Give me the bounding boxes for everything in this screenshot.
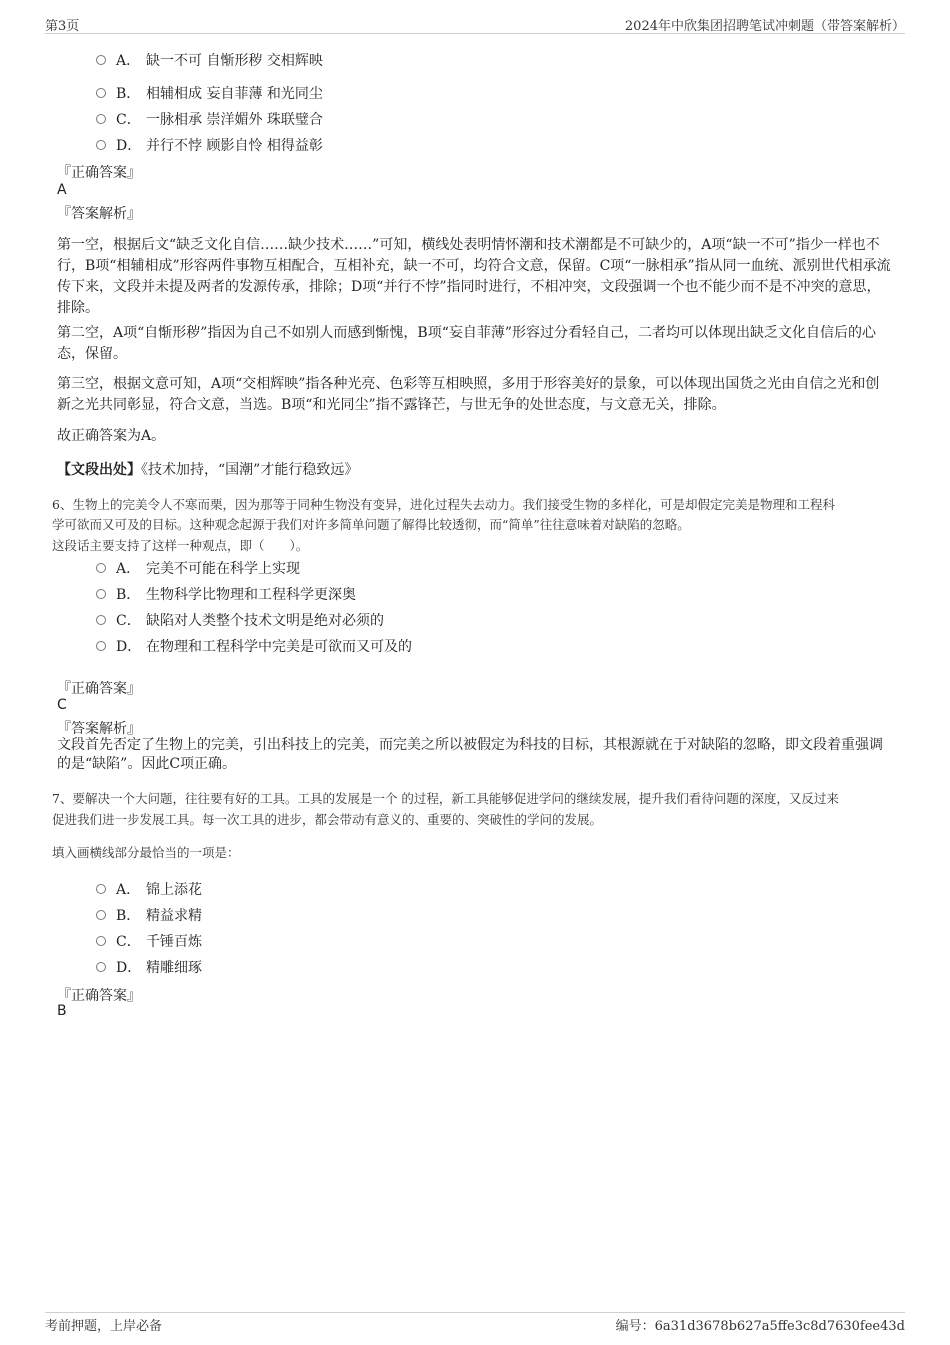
document-title: 2024年中欣集团招聘笔试冲刺题（带答案解析） bbox=[624, 19, 905, 34]
q7-stem-line-1: 7、要解决一个大问题，往往要有好的工具。工具的发展是一个 的过程，新工具能够促进学问的继续发展，提升我们看待问题的深度，又反过来 bbox=[52, 791, 839, 806]
radio-icon[interactable] bbox=[96, 55, 106, 65]
q5-option-d[interactable]: D． 并行不悖 顾影自怜 相得益彰 bbox=[96, 135, 323, 155]
q6-option-c[interactable]: C． 缺陷对人类整个技术文明是绝对必须的 bbox=[96, 610, 384, 630]
q6-option-d[interactable]: D． 在物理和工程科学中完美是可欲而又可及的 bbox=[96, 636, 412, 656]
q7-stem-line-2: 促进我们进一步发展工具。每一次工具的进步，都会带动有意义的、重要的、突破性的学问的发展。 bbox=[52, 812, 603, 827]
q6-stem-line-3: 这段话主要支持了这样一种观点，即（ ）。 bbox=[52, 538, 309, 553]
page-number: 第3页 bbox=[45, 19, 80, 34]
radio-icon[interactable] bbox=[96, 114, 106, 124]
q6-stem-line-1: 6、生物上的完美令人不寒而栗，因为那等于同种生物没有变异，进化过程失去动力。我们接受生物的多样化，可是却假定完美是物理和工程科 bbox=[52, 497, 835, 512]
radio-icon[interactable] bbox=[96, 589, 106, 599]
source-label: 【文段出处】 bbox=[57, 462, 141, 478]
q5-analysis-paragraph-2: 第二空，A项“自惭形秽”指因为自己不如别人而感到惭愧，B项“妄自菲薄”形容过分看轻自己，二者均可以体现出缺乏文化自信后的心态，保留。 bbox=[57, 325, 877, 362]
q5-option-a[interactable]: A． 缺一不可 自惭形秽 交相辉映 bbox=[96, 50, 323, 70]
q5-answer: A bbox=[57, 182, 67, 198]
radio-icon[interactable] bbox=[96, 884, 106, 894]
radio-icon[interactable] bbox=[96, 563, 106, 573]
q7-option-b[interactable]: B． 精益求精 bbox=[96, 905, 202, 925]
radio-icon[interactable] bbox=[96, 140, 106, 150]
q7-prompt: 填入画横线部分最恰当的一项是： bbox=[52, 845, 240, 860]
q6-answer-label: 『正确答案』 bbox=[57, 681, 141, 697]
q7-option-d[interactable]: D． 精雕细琢 bbox=[96, 957, 202, 977]
q6-answer: C bbox=[57, 697, 67, 713]
q6-option-a[interactable]: A． 完美不可能在科学上实现 bbox=[96, 558, 300, 578]
page-header bbox=[45, 15, 905, 34]
q5-conclusion: 故正确答案为A。 bbox=[57, 428, 166, 444]
document-id: 编号：6a31d3678b627a5ffe3c8d7630fee43d bbox=[615, 1319, 905, 1334]
q5-option-c[interactable]: C． 一脉相承 崇洋媚外 珠联璧合 bbox=[96, 109, 323, 129]
q6-analysis-label: 『答案解析』 bbox=[57, 721, 141, 737]
q7-answer: B bbox=[57, 1003, 67, 1019]
source-title: 《技术加持，“国潮”才能行稳致远》 bbox=[141, 462, 359, 478]
q5-answer-label: 『正确答案』 bbox=[57, 165, 141, 181]
q6-stem-line-2: 学可欲而又可及的目标。这种观念起源于我们对许多简单问题了解得比较透彻，而“简单”往往意味着对缺陷的忽略。 bbox=[52, 517, 690, 532]
radio-icon[interactable] bbox=[96, 88, 106, 98]
q5-analysis-label: 『答案解析』 bbox=[57, 206, 141, 222]
q5-source bbox=[57, 460, 893, 481]
q5-option-b[interactable]: B． 相辅相成 妄自菲薄 和光同尘 bbox=[96, 83, 323, 103]
q7-answer-label: 『正确答案』 bbox=[57, 988, 141, 1004]
radio-icon[interactable] bbox=[96, 615, 106, 625]
q7-option-a[interactable]: A． 锦上添花 bbox=[96, 879, 202, 899]
q5-analysis-paragraph-3: 第三空，根据文意可知，A项“交相辉映”指各种光亮、色彩等互相映照，多用于形容美好的景象，可以体现出国货之光由自信之光和创新之光共同彰显，符合文意，当选。B项“和光同尘”指不露锋芒，与世无争的处世态度，与文意无关，排除。 bbox=[57, 376, 880, 413]
radio-icon[interactable] bbox=[96, 962, 106, 972]
q7-option-c[interactable]: C． 千锤百炼 bbox=[96, 931, 202, 951]
radio-icon[interactable] bbox=[96, 910, 106, 920]
page-footer bbox=[45, 1312, 905, 1333]
radio-icon[interactable] bbox=[96, 641, 106, 651]
radio-icon[interactable] bbox=[96, 936, 106, 946]
q6-option-b[interactable]: B． 生物科学比物理和工程科学更深奥 bbox=[96, 584, 356, 604]
q6-analysis: 文段首先否定了生物上的完美，引出科技上的完美，而完美之所以被假定为科技的目标，其根源就在于对缺陷的忽略，即文段着重强调的是“缺陷”。因此C项正确。 bbox=[57, 737, 883, 772]
q5-analysis-paragraph-1: 第一空，根据后文“缺乏文化自信……缺少技术……”可知，横线处表明情怀潮和技术潮都是不可缺少的，A项“缺一不可”指少一样也不行，B项“相辅相成”形容两件事物互相配合，互相补充，缺一不可，均符合文意，保留。C项“一脉相承”指从同一血统、派别世代相承流传下来，文段并未提及两者的发源传承，排除；D项“并行不悖”指同时进行，不相冲突，文段强调一个也不能少而不是不冲突的意思，排除。 bbox=[57, 237, 891, 316]
footer-slogan: 考前押题，上岸必备 bbox=[45, 1319, 163, 1334]
